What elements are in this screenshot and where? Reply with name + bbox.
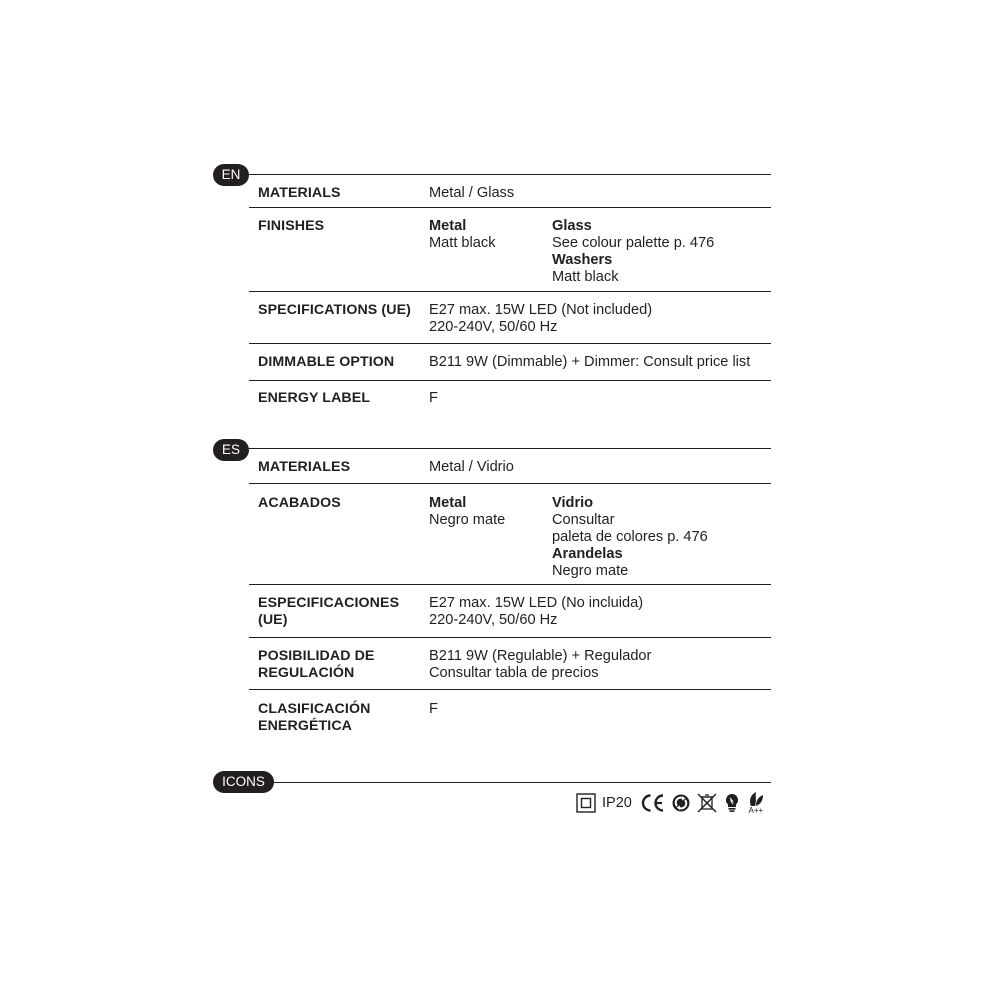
specifications-label: SPECIFICATIONS (UE): [258, 302, 411, 318]
acabados-vidrio-title: Vidrio: [552, 495, 594, 511]
acabados-vidrio: [552, 495, 708, 580]
finishes-metal: [429, 218, 496, 252]
row-divider: [249, 689, 771, 690]
regulacion-label-1: POSIBILIDAD DE: [258, 648, 375, 664]
acabados-vidrio-value-1: Consultar: [552, 512, 615, 528]
regulacion-line-2: Consultar tabla de precios: [429, 665, 599, 681]
ce-mark-icon: [640, 793, 666, 813]
especificaciones-label-1: ESPECIFICACIONES: [258, 595, 400, 611]
specifications-line-1: E27 max. 15W LED (Not included): [429, 302, 653, 318]
acabados-label: ACABADOS: [258, 495, 341, 511]
specifications-value: [429, 302, 652, 336]
energy-class-text: A++: [748, 806, 764, 815]
section-divider-icons: [274, 782, 771, 783]
clasificacion-label-1: CLASIFICACIÓN: [258, 701, 371, 717]
regulacion-value: [429, 648, 651, 682]
finishes-label: FINISHES: [258, 218, 325, 234]
double-insulation-icon: [576, 793, 596, 813]
row-divider: [249, 584, 771, 585]
specifications-line-2: 220-240V, 50/60 Hz: [429, 319, 558, 335]
icon-strip: [576, 790, 766, 816]
section-tag-icons: ICONS: [213, 771, 274, 793]
regulacion-label: [258, 648, 418, 682]
row-divider: [249, 483, 771, 484]
finishes-glass-value: See colour palette p. 476: [552, 235, 715, 251]
weee-crossed-bin-icon: [696, 792, 718, 814]
finishes-washers-value: Matt black: [552, 269, 619, 285]
materiales-value: Metal / Vidrio: [429, 459, 514, 475]
especificaciones-line-1: E27 max. 15W LED (No incluida): [429, 595, 644, 611]
acabados-metal-title: Metal: [429, 495, 467, 511]
clasificacion-label-2: ENERGÉTICA: [258, 718, 353, 734]
row-divider: [249, 343, 771, 344]
regulacion-label-2: REGULACIÓN: [258, 665, 355, 681]
acabados-arandelas-value: Negro mate: [552, 563, 629, 579]
energy-label-value: F: [429, 390, 438, 406]
clasificacion-label: [258, 701, 418, 735]
row-divider: [249, 380, 771, 381]
finishes-metal-title: Metal: [429, 218, 467, 234]
led-bulb-icon: [723, 792, 741, 814]
section-divider-en: [249, 174, 771, 175]
finishes-glass: [552, 218, 714, 286]
especificaciones-line-2: 220-240V, 50/60 Hz: [429, 612, 558, 628]
energy-class-icon: [746, 791, 766, 815]
dimmable-value: B211 9W (Dimmable) + Dimmer: Consult price list: [429, 354, 751, 370]
especificaciones-label: [258, 595, 418, 629]
section-divider-es: [249, 448, 771, 449]
especificaciones-label-2: (UE): [258, 612, 288, 628]
clasificacion-value: F: [429, 701, 438, 717]
materials-value: Metal / Glass: [429, 185, 515, 201]
row-divider: [249, 637, 771, 638]
finishes-washers-title: Washers: [552, 252, 613, 268]
acabados-vidrio-value-2: paleta de colores p. 476: [552, 529, 708, 545]
acabados-metal: [429, 495, 505, 529]
materials-label: MATERIALS: [258, 185, 341, 201]
recycling-icon: [671, 793, 691, 813]
acabados-arandelas-title: Arandelas: [552, 546, 623, 562]
ip20-rating: IP20: [602, 795, 632, 811]
section-tag-en: EN: [213, 164, 249, 186]
finishes-metal-value: Matt black: [429, 235, 496, 251]
row-divider: [249, 291, 771, 292]
finishes-glass-title: Glass: [552, 218, 592, 234]
regulacion-line-1: B211 9W (Regulable) + Regulador: [429, 648, 652, 664]
dimmable-label: DIMMABLE OPTION: [258, 354, 395, 370]
acabados-metal-value: Negro mate: [429, 512, 506, 528]
especificaciones-value: [429, 595, 643, 629]
row-divider: [249, 207, 771, 208]
section-tag-es: ES: [213, 439, 249, 461]
materiales-label: MATERIALES: [258, 459, 351, 475]
energy-label-label: ENERGY LABEL: [258, 390, 371, 406]
